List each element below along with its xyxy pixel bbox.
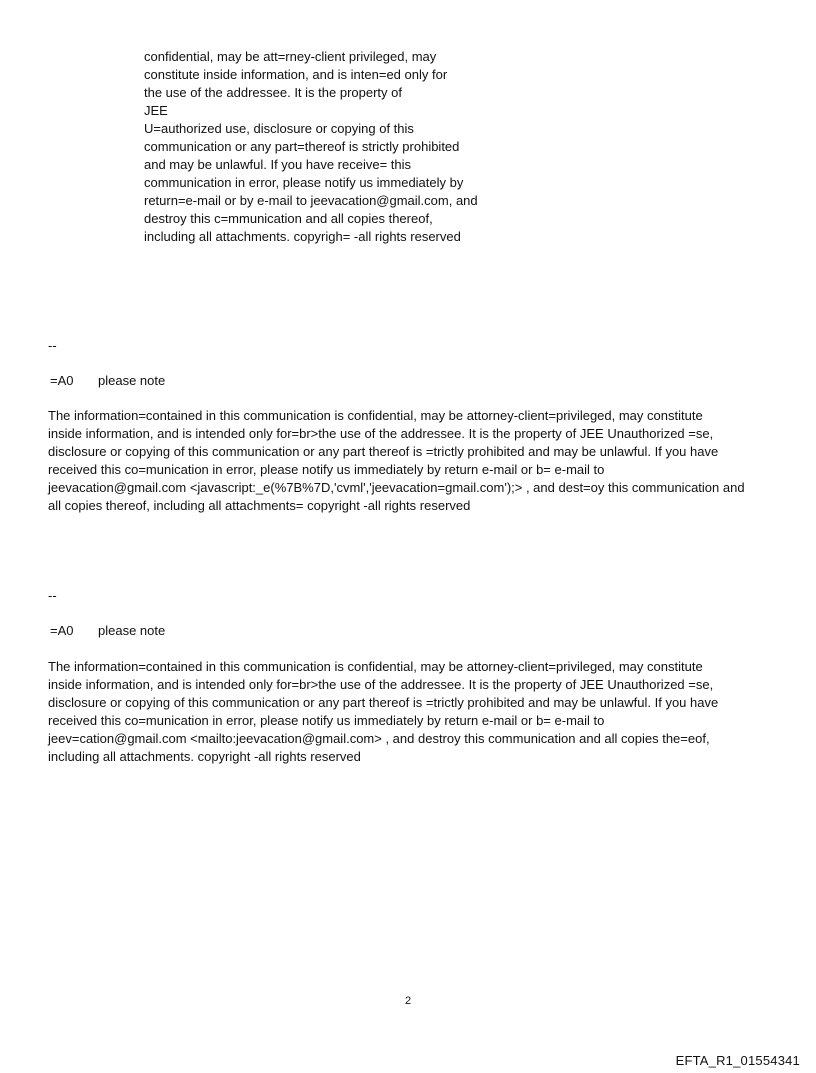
note-heading <box>50 372 165 390</box>
paragraph-line: all copies thereof, including all attachments= copyright -all rights reserved <box>48 498 471 513</box>
note-text: please note <box>98 623 166 638</box>
disclaimer-line: JEE <box>144 103 168 118</box>
paragraph-line: The information=contained in this communication is confidential, may be attorney-client=privileged, may constitute <box>48 659 703 674</box>
disclaimer-line: the use of the addressee. It is the property of <box>144 85 402 100</box>
note-text: please note <box>98 373 166 388</box>
disclaimer-line: destroy this c=mmunication and all copies thereof, <box>144 211 433 226</box>
disclaimer-line: including all attachments. copyrigh= -all rights reserved <box>144 229 461 244</box>
disclaimer-line: and may be unlawful. If you have receive= this <box>144 157 412 172</box>
paragraph-line: jeev=cation@gmail.com <mailto:jeevacation@gmail.com> , and destroy this communication and all copies the=eof, <box>48 731 710 746</box>
note-heading <box>50 622 165 640</box>
page-number: 2 <box>404 995 412 1007</box>
signature-separator: -- <box>48 338 57 353</box>
paragraph-line: disclosure or copying of this communication or any part thereof is =trictly prohibited and may be unlawful. If you have <box>48 444 719 459</box>
signature-separator: -- <box>48 588 57 603</box>
disclaimer-paragraph <box>48 407 788 515</box>
disclaimer-line: U=authorized use, disclosure or copying of this <box>144 121 414 136</box>
paragraph-line: received this co=munication in error, please notify us immediately by return e-mail or b= e-mail to <box>48 713 605 728</box>
disclaimer-line: communication or any part=thereof is strictly prohibited <box>144 139 460 154</box>
paragraph-line: inside information, and is intended only for=br>the use of the addressee. It is the property of JEE Unauthorized =se, <box>48 677 714 692</box>
note-tag: =A0 <box>50 373 74 388</box>
disclaimer-paragraph <box>48 658 788 766</box>
note-tag: =A0 <box>50 623 74 638</box>
paragraph-line: The information=contained in this communication is confidential, may be attorney-client=privileged, may constitute <box>48 408 703 423</box>
paragraph-line: received this co=munication in error, please notify us immediately by return e-mail or b= e-mail to <box>48 462 605 477</box>
paragraph-line: including all attachments. copyright -all rights reserved <box>48 749 361 764</box>
paragraph-line: inside information, and is intended only for=br>the use of the addressee. It is the property of JEE Unauthorized =se, <box>48 426 714 441</box>
indented-disclaimer-block <box>144 48 524 246</box>
disclaimer-line: return=e-mail or by e-mail to jeevacation@gmail.com, and <box>144 193 478 208</box>
disclaimer-line: confidential, may be att=rney-client privileged, may <box>144 49 437 64</box>
disclaimer-line: communication in error, please notify us immediately by <box>144 175 464 190</box>
disclaimer-line: constitute inside information, and is inten=ed only for <box>144 67 448 82</box>
paragraph-line: disclosure or copying of this communication or any part thereof is =trictly prohibited and may be unlawful. If you have <box>48 695 719 710</box>
paragraph-line: jeevacation@gmail.com <javascript:_e(%7B%7D,'cvml','jeevacation=gmail.com');> , and dest=oy this communication and <box>48 480 745 495</box>
document-id: EFTA_R1_01554341 <box>675 1053 800 1068</box>
